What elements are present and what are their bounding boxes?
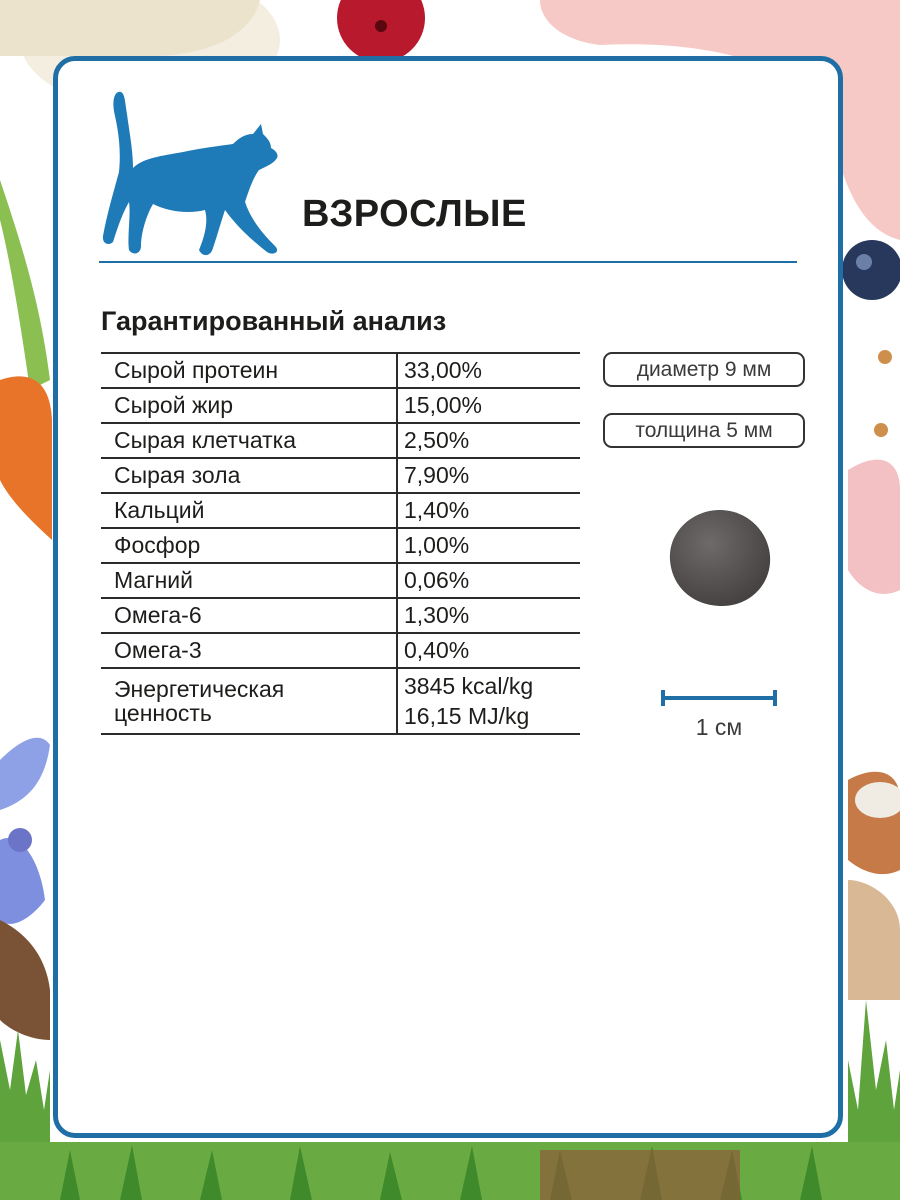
thickness-badge: толщина 5 мм: [603, 413, 805, 448]
cat-silhouette-icon: [99, 86, 283, 260]
scale-bar-icon: [661, 690, 777, 706]
nutrient-value: 1,30%: [397, 598, 580, 633]
scale-label: 1 см: [695, 714, 743, 740]
energy-value-kcal: 3845 kcal/kg: [404, 673, 534, 699]
nutrient-value: 1,00%: [397, 528, 580, 563]
nutrient-label: Магний: [101, 563, 397, 598]
table-row: [101, 493, 580, 528]
nutrient-label: Фосфор: [101, 528, 397, 563]
nutrient-value: 2,50%: [397, 423, 580, 458]
nutrient-value: 7,90%: [397, 458, 580, 493]
table-row: [101, 563, 580, 598]
nutrient-label: Омега-6: [101, 598, 397, 633]
kibble-pellet-image: [668, 508, 772, 608]
table-row: [101, 458, 580, 493]
energy-value-mj: 16,15 MJ/kg: [404, 703, 530, 729]
table-row: [101, 598, 580, 633]
nutrient-value: 1,40%: [397, 493, 580, 528]
energy-label-line2: ценность: [114, 700, 212, 726]
analysis-title: Гарантированный анализ: [101, 306, 447, 336]
nutrient-label: Сырой жир: [101, 388, 397, 423]
energy-value: [397, 668, 580, 734]
table-row: [101, 528, 580, 563]
energy-label: [101, 668, 397, 734]
nutrient-label: Кальций: [101, 493, 397, 528]
nutrient-value: 15,00%: [397, 388, 580, 423]
guaranteed-analysis-table: [101, 352, 580, 735]
nutrient-label: Сырой протеин: [101, 353, 397, 388]
nutrient-value: 0,06%: [397, 563, 580, 598]
table-row: [101, 423, 580, 458]
energy-label-line1: Энергетическая: [114, 676, 285, 702]
nutrient-label: Сырая зола: [101, 458, 397, 493]
table-row: [101, 353, 580, 388]
header-divider: [99, 261, 797, 263]
page-title: ВЗРОСЛЫЕ: [302, 193, 527, 235]
table-row: [101, 388, 580, 423]
energy-row: [101, 668, 580, 734]
nutrient-label: Омега-3: [101, 633, 397, 668]
nutrient-value: 0,40%: [397, 633, 580, 668]
nutrient-value: 33,00%: [397, 353, 580, 388]
diameter-badge: диаметр 9 мм: [603, 352, 805, 387]
nutrient-label: Сырая клетчатка: [101, 423, 397, 458]
table-row: [101, 633, 580, 668]
